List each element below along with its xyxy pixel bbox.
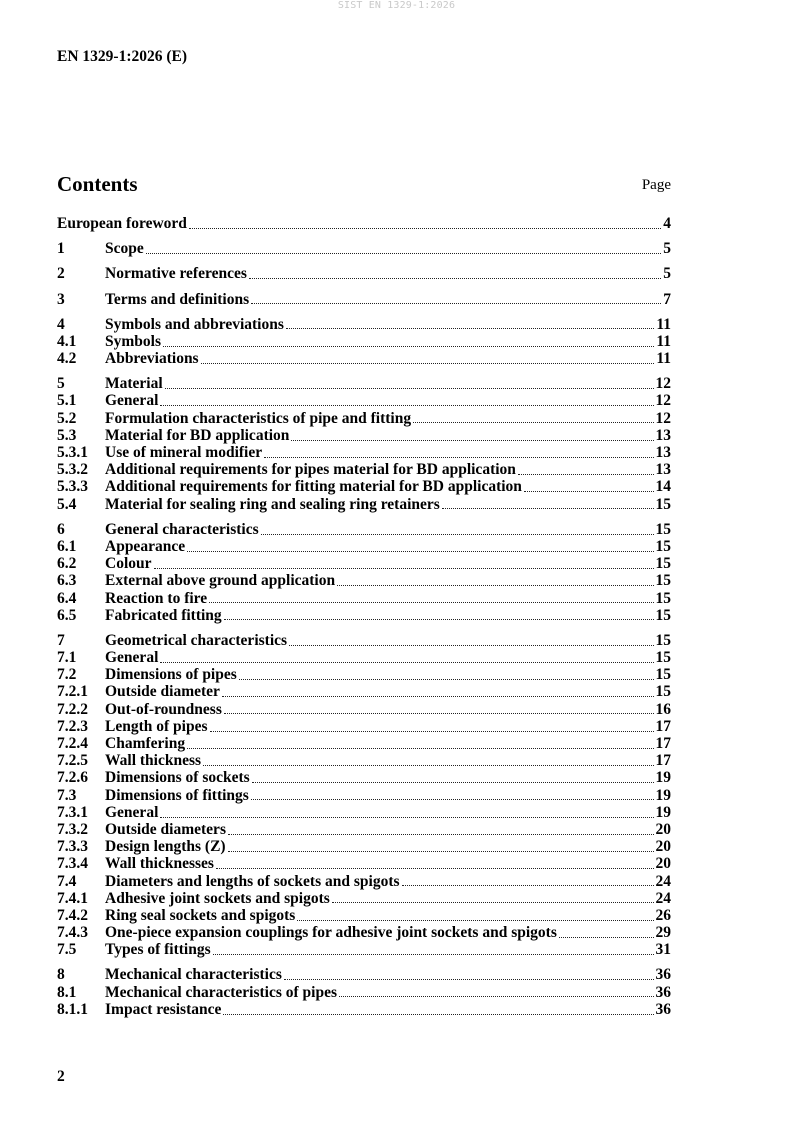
toc-entry[interactable] <box>57 265 671 282</box>
toc-dot-leader <box>201 363 655 364</box>
toc-entry[interactable] <box>57 333 671 350</box>
toc-dot-leader <box>222 696 654 697</box>
toc-entry-number: 4.2 <box>57 350 77 368</box>
toc-entry-title: Material for BD application <box>105 426 290 444</box>
toc-entry-number: 3 <box>57 290 65 308</box>
toc-entry-number: 4 <box>57 315 65 333</box>
toc-entry[interactable] <box>57 350 671 367</box>
toc-entry-number: 5 <box>57 375 65 393</box>
toc-entry-page: 15 <box>655 631 671 649</box>
toc-group <box>57 240 671 257</box>
toc-entry-title: Adhesive joint sockets and spigots <box>105 889 330 907</box>
toc-entry-page: 17 <box>655 735 671 753</box>
toc-entry[interactable] <box>57 787 671 804</box>
toc-entry-title: Additional requirements for fitting material for BD application <box>105 478 522 496</box>
toc-entry-number: 6.1 <box>57 537 77 555</box>
toc-entry[interactable] <box>57 478 671 495</box>
toc-dot-leader <box>146 253 662 254</box>
toc-entry-title: Dimensions of pipes <box>105 666 237 684</box>
toc-entry-page: 13 <box>655 426 671 444</box>
toc-dot-leader <box>228 851 654 852</box>
toc-entry-page: 12 <box>655 392 671 410</box>
table-of-contents <box>57 215 671 1018</box>
toc-entry-title: Scope <box>105 240 144 258</box>
toc-dot-leader <box>252 782 654 783</box>
toc-entry-page: 20 <box>655 820 671 838</box>
toc-dot-leader <box>337 585 653 586</box>
toc-entry[interactable] <box>57 924 671 941</box>
toc-entry[interactable] <box>57 735 671 752</box>
toc-entry-page: 19 <box>655 803 671 821</box>
toc-entry[interactable] <box>57 984 671 1001</box>
toc-dot-leader <box>442 508 654 509</box>
toc-dot-leader <box>332 902 654 903</box>
toc-entry[interactable] <box>57 769 671 786</box>
toc-group <box>57 967 671 1019</box>
toc-entry-number: 5.3.2 <box>57 461 88 479</box>
toc-dot-leader <box>210 731 654 732</box>
toc-entry-page: 16 <box>655 700 671 718</box>
toc-dot-leader <box>413 422 653 423</box>
toc-entry[interactable] <box>57 752 671 769</box>
toc-entry-title: Outside diameters <box>105 820 226 838</box>
toc-entry[interactable] <box>57 461 671 478</box>
toc-entry-page: 14 <box>655 478 671 496</box>
toc-entry[interactable] <box>57 572 671 589</box>
toc-dot-leader <box>213 954 654 955</box>
toc-entry-page: 15 <box>655 555 671 573</box>
toc-entry-page: 5 <box>663 240 671 258</box>
toc-entry-number: 6 <box>57 520 65 538</box>
toc-entry-number: 8 <box>57 966 65 984</box>
toc-dot-leader <box>160 405 653 406</box>
toc-entry-number: 6.3 <box>57 572 77 590</box>
toc-entry[interactable] <box>57 890 671 907</box>
toc-entry-number: 6.2 <box>57 555 77 573</box>
toc-entry-page: 17 <box>655 752 671 770</box>
toc-entry-number: 7.2.2 <box>57 700 88 718</box>
toc-dot-leader <box>286 328 654 329</box>
toc-entry[interactable] <box>57 496 671 513</box>
toc-dot-leader <box>297 920 653 921</box>
contents-heading: Contents <box>57 172 138 196</box>
toc-dot-leader <box>228 834 654 835</box>
toc-entry[interactable] <box>57 967 671 984</box>
toc-entry-page: 31 <box>655 941 671 959</box>
toc-entry-number: 5.1 <box>57 392 77 410</box>
toc-entry[interactable] <box>57 521 671 538</box>
toc-entry-title: Length of pipes <box>105 717 208 735</box>
toc-entry-page: 15 <box>655 666 671 684</box>
toc-dot-leader <box>154 568 654 569</box>
toc-entry-title: Impact resistance <box>105 1000 222 1018</box>
toc-entry-page: 24 <box>655 872 671 890</box>
toc-dot-leader <box>402 885 654 886</box>
toc-entry-title: General characteristics <box>105 520 259 538</box>
toc-entry[interactable] <box>57 555 671 572</box>
toc-entry-number: 7.2.1 <box>57 683 88 701</box>
toc-entry-title: Ring seal sockets and spigots <box>105 906 296 924</box>
toc-entry-title: Terms and definitions <box>105 290 250 308</box>
toc-entry-page: 26 <box>655 906 671 924</box>
toc-entry[interactable] <box>57 375 671 392</box>
toc-entry-title: General <box>105 392 159 410</box>
toc-dot-leader <box>284 979 654 980</box>
toc-entry-number: 5.3.3 <box>57 478 88 496</box>
toc-entry-title: Use of mineral modifier <box>105 444 263 462</box>
toc-entry-number: 7.4.2 <box>57 906 88 924</box>
toc-entry-number: 7.4.1 <box>57 889 88 907</box>
toc-entry-page: 4 <box>663 214 671 232</box>
toc-entry-title: European foreword <box>57 214 187 232</box>
toc-entry-number: 4.1 <box>57 332 77 350</box>
toc-entry[interactable] <box>57 607 671 624</box>
toc-entry[interactable] <box>57 538 671 555</box>
toc-entry[interactable] <box>57 649 671 666</box>
toc-entry-number: 5.3 <box>57 426 77 444</box>
toc-entry-page: 36 <box>655 966 671 984</box>
toc-entry-title: Chamfering <box>105 735 186 753</box>
toc-entry[interactable] <box>57 410 671 427</box>
page-column-label: Page <box>641 177 671 193</box>
toc-entry[interactable] <box>57 821 671 838</box>
toc-dot-leader <box>216 868 654 869</box>
toc-entry-number: 7.1 <box>57 649 77 667</box>
toc-entry[interactable] <box>57 684 671 701</box>
toc-entry-title: Geometrical characteristics <box>105 631 288 649</box>
toc-entry-number: 7.3.1 <box>57 803 88 821</box>
page-number: 2 <box>57 1068 65 1085</box>
toc-entry-title: Appearance <box>105 537 186 555</box>
toc-entry-number: 7 <box>57 631 65 649</box>
toc-entry[interactable] <box>57 701 671 718</box>
toc-entry-page: 20 <box>655 838 671 856</box>
toc-entry-page: 17 <box>655 717 671 735</box>
toc-entry-page: 15 <box>655 683 671 701</box>
toc-entry-title: General <box>105 803 159 821</box>
toc-entry-title: Dimensions of sockets <box>105 769 250 787</box>
toc-entry-title: External above ground application <box>105 572 336 590</box>
toc-entry-page: 13 <box>655 444 671 462</box>
toc-dot-leader <box>160 817 653 818</box>
toc-entry-page: 29 <box>655 924 671 942</box>
toc-entry-page: 15 <box>655 606 671 624</box>
toc-entry-number: 5.2 <box>57 409 77 427</box>
document-id: EN 1329-1:2026 (E) <box>57 48 188 65</box>
toc-entry-number: 8.1 <box>57 983 77 1001</box>
toc-group <box>57 215 671 232</box>
toc-group <box>57 265 671 282</box>
toc-dot-leader <box>289 645 653 646</box>
toc-entry-number: 7.2.3 <box>57 717 88 735</box>
toc-entry-number: 2 <box>57 265 65 283</box>
toc-entry-title: Reaction to fire <box>105 589 208 607</box>
toc-entry-number: 7.2.6 <box>57 769 88 787</box>
toc-dot-leader <box>339 996 653 997</box>
toc-entry[interactable] <box>57 240 671 257</box>
toc-dot-leader <box>239 679 654 680</box>
toc-entry-page: 36 <box>655 1000 671 1018</box>
toc-entry-title: Types of fittings <box>105 941 211 959</box>
toc-dot-leader <box>524 491 654 492</box>
toc-dot-leader <box>209 602 653 603</box>
toc-entry[interactable] <box>57 427 671 444</box>
toc-entry[interactable] <box>57 855 671 872</box>
toc-entry-title: Fabricated fitting <box>105 606 222 624</box>
toc-entry[interactable] <box>57 393 671 410</box>
toc-entry-number: 7.4.3 <box>57 924 88 942</box>
toc-entry-title: Normative references <box>105 265 247 283</box>
toc-entry[interactable] <box>57 838 671 855</box>
toc-entry-number: 1 <box>57 240 65 258</box>
toc-entry-title: One-piece expansion couplings for adhesive joint sockets and spigots <box>105 924 557 942</box>
toc-entry[interactable] <box>57 666 671 683</box>
toc-dot-leader <box>249 278 661 279</box>
toc-entry-number: 7.2.4 <box>57 735 88 753</box>
toc-entry-title: Wall thickness <box>105 752 202 770</box>
toc-entry-page: 11 <box>656 315 671 333</box>
toc-entry-number: 7.3.2 <box>57 820 88 838</box>
toc-dot-leader <box>261 534 654 535</box>
toc-entry-title: Material for sealing ring and sealing ring retainers <box>105 495 440 513</box>
toc-entry-number: 6.4 <box>57 589 77 607</box>
toc-dot-leader <box>518 474 654 475</box>
toc-entry-number: 7.3.3 <box>57 838 88 856</box>
toc-group <box>57 316 671 368</box>
toc-entry-page: 15 <box>655 649 671 667</box>
toc-dot-leader <box>224 619 654 620</box>
toc-entry-page: 19 <box>655 786 671 804</box>
toc-entry-number: 6.5 <box>57 606 77 624</box>
toc-dot-leader <box>251 303 661 304</box>
toc-entry-page: 15 <box>655 495 671 513</box>
toc-entry-title: General <box>105 649 159 667</box>
toc-dot-leader <box>291 440 653 441</box>
toc-entry-page: 13 <box>655 461 671 479</box>
toc-entry-title: Abbreviations <box>105 350 199 368</box>
toc-entry-page: 15 <box>655 589 671 607</box>
toc-group <box>57 291 671 308</box>
toc-entry-page: 24 <box>655 889 671 907</box>
watermark-text: SIST EN 1329-1:2026 <box>337 0 456 11</box>
toc-entry-title: Dimensions of fittings <box>105 786 249 804</box>
toc-entry-number: 5.3.1 <box>57 444 88 462</box>
toc-entry-number: 8.1.1 <box>57 1000 88 1018</box>
toc-entry-title: Formulation characteristics of pipe and fitting <box>105 409 412 427</box>
toc-dot-leader <box>189 228 661 229</box>
toc-group <box>57 521 671 624</box>
toc-entry-title: Symbols <box>105 332 161 350</box>
toc-dot-leader <box>251 799 654 800</box>
toc-dot-leader <box>165 388 654 389</box>
toc-entry-number: 7.4 <box>57 872 77 890</box>
toc-entry-page: 15 <box>655 520 671 538</box>
toc-entry[interactable] <box>57 316 671 333</box>
toc-entry-title: Design lengths (Z) <box>105 838 226 856</box>
toc-entry-title: Out-of-roundness <box>105 700 222 718</box>
toc-entry[interactable] <box>57 873 671 890</box>
toc-entry[interactable] <box>57 907 671 924</box>
toc-entry-page: 11 <box>656 332 671 350</box>
toc-entry[interactable] <box>57 804 671 821</box>
toc-entry-page: 19 <box>655 769 671 787</box>
toc-entry-page: 15 <box>655 572 671 590</box>
toc-entry-title: Diameters and lengths of sockets and spigots <box>105 872 400 890</box>
toc-entry-page: 12 <box>655 409 671 427</box>
toc-entry-title: Colour <box>105 555 152 573</box>
toc-entry[interactable] <box>57 632 671 649</box>
toc-entry-number: 7.3 <box>57 786 77 804</box>
toc-entry-title: Material <box>105 375 163 393</box>
toc-entry-title: Additional requirements for pipes material for BD application <box>105 461 516 479</box>
toc-entry-number: 7.2 <box>57 666 77 684</box>
toc-entry-number: 7.3.4 <box>57 855 88 873</box>
toc-entry-title: Mechanical characteristics of pipes <box>105 983 338 1001</box>
toc-entry-number: 7.2.5 <box>57 752 88 770</box>
toc-dot-leader <box>224 713 654 714</box>
toc-entry-page: 11 <box>656 350 671 368</box>
toc-dot-leader <box>559 937 654 938</box>
toc-entry-number: 5.4 <box>57 495 77 513</box>
toc-entry-page: 12 <box>655 375 671 393</box>
toc-entry[interactable] <box>57 215 671 232</box>
toc-dot-leader <box>187 551 653 552</box>
toc-group <box>57 632 671 959</box>
toc-entry[interactable] <box>57 718 671 735</box>
toc-entry-title: Outside diameter <box>105 683 220 701</box>
toc-entry-title: Mechanical characteristics <box>105 966 282 984</box>
toc-entry-page: 15 <box>655 537 671 555</box>
toc-dot-leader <box>187 748 653 749</box>
toc-dot-leader <box>264 457 653 458</box>
toc-entry-page: 7 <box>663 290 671 308</box>
toc-entry-page: 5 <box>663 265 671 283</box>
toc-entry[interactable] <box>57 444 671 461</box>
toc-entry[interactable] <box>57 291 671 308</box>
toc-entry-page: 20 <box>655 855 671 873</box>
toc-dot-leader <box>160 662 653 663</box>
toc-entry-number: 7.5 <box>57 941 77 959</box>
toc-entry[interactable] <box>57 941 671 958</box>
toc-entry-page: 36 <box>655 983 671 1001</box>
toc-entry[interactable] <box>57 590 671 607</box>
toc-dot-leader <box>223 1014 653 1015</box>
toc-dot-leader <box>203 765 653 766</box>
toc-entry-title: Symbols and abbreviations <box>105 315 284 333</box>
toc-dot-leader <box>163 346 654 347</box>
toc-group <box>57 375 671 513</box>
toc-entry-title: Wall thicknesses <box>105 855 214 873</box>
toc-entry[interactable] <box>57 1001 671 1018</box>
